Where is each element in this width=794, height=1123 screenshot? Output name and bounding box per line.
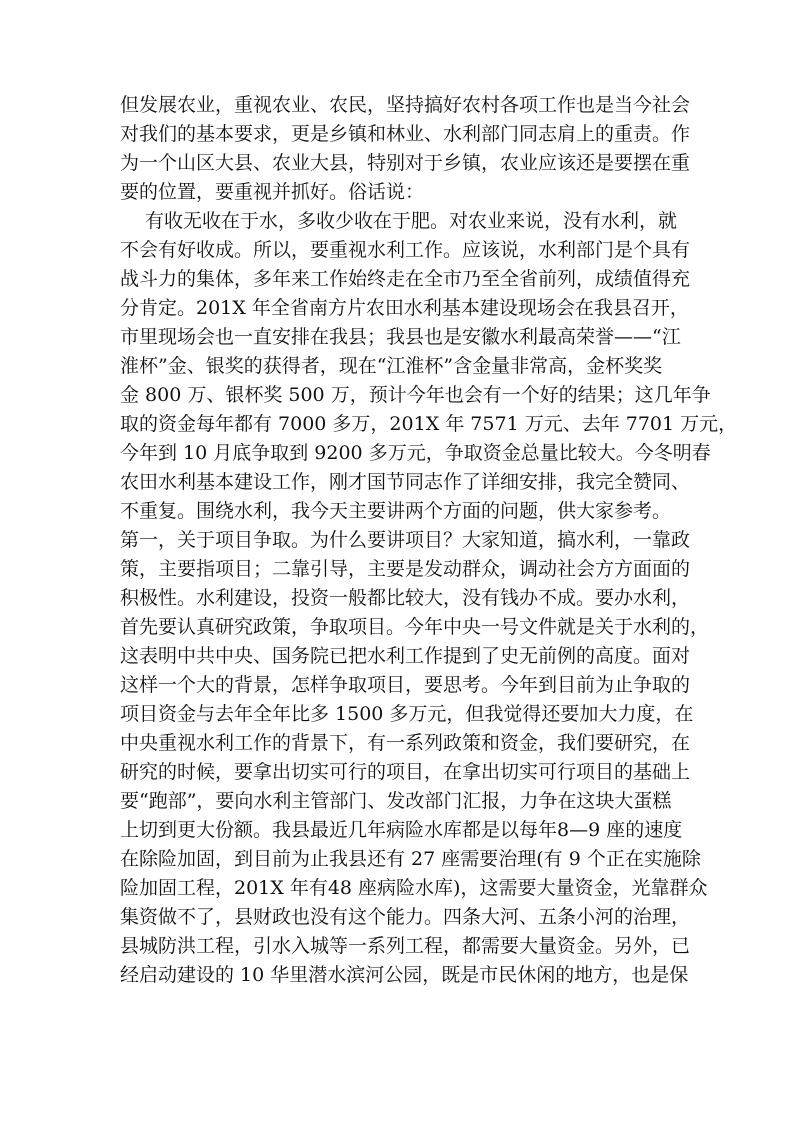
text-line-2: 对我们的基本要求，更是乡镇和林业、水利部门同志肩上的重责。作: [120, 123, 691, 145]
text-line-7: 战斗力的集体，多年来工作始终走在全市乃至全省前列，成绩值得充: [120, 268, 691, 290]
text-line-10: 淮杯”金、银奖的获得者，现在“江淮杯”含金量非常高，金杯奖奖: [120, 355, 663, 377]
text-line-30: 县城防洪工程，引水入城等一系列工程，都需要大量资金。另外，已: [120, 935, 691, 957]
text-line-28: 险加固工程，201X 年有48 座病险水库)，这需要大量资金，光靠群众: [120, 877, 708, 899]
text-line-17: 策，主要指项目；二靠引导，主要是发动群众，调动社会方方面面的: [120, 558, 691, 580]
text-line-9: 市里现场会也一直安排在我县；我县也是安徽水利最高荣誉——“江: [120, 326, 681, 348]
text-line-27: 在除险加固，到目前为止我县还有 27 座需要治理(有 9 个正在实施除: [120, 848, 701, 870]
text-line-21: 这样一个大的背景，怎样争取项目，要思考。今年到目前为止争取的: [120, 674, 691, 696]
text-line-22: 项目资金与去年全年比多 1500 多万元，但我觉得还要加大力度，在: [120, 703, 694, 725]
text-line-12: 取的资金每年都有 7000 多万，201X 年 7571 万元、去年 7701 万元，: [120, 413, 738, 435]
text-line-1: 但发展农业，重视农业、农民，坚持搞好农村各项工作也是当今社会: [120, 94, 691, 116]
text-line-11: 金 800 万、银杯奖 500 万，预计今年也会有一个好的结果；这几年争: [120, 384, 711, 406]
text-line-8: 分肯定。201X 年全省南方片农田水利基本建设现场会在我县召开，: [120, 297, 689, 319]
text-line-6: 不会有好收成。所以，要重视水利工作。应该说，水利部门是个具有: [120, 239, 691, 261]
text-line-14: 农田水利基本建设工作，刚才国节同志作了详细安排，我完全赞同、: [120, 471, 691, 493]
text-line-25: 要“跑部”，要向水利主管部门、发改部门汇报，力争在这块大蛋糕: [120, 790, 672, 812]
text-line-18: 积极性。水利建设，投资一般都比较大，没有钱办不成。要办水利，: [120, 587, 691, 609]
text-line-19: 首先要认真研究政策，争取项目。今年中央一号文件就是关于水利的，: [120, 616, 710, 638]
text-line-16: 第一，关于项目争取。为什么要讲项目？大家知道，搞水利，一靠政: [120, 529, 691, 551]
text-line-29: 集资做不了，县财政也没有这个能力。四条大河、五条小河的治理，: [120, 906, 691, 928]
text-line-31: 经启动建设的 10 华里潜水滨河公园，既是市民休闲的地方，也是保: [120, 964, 689, 986]
text-line-13: 今年到 10 月底争取到 9200 多万元，争取资金总量比较大。今冬明春: [120, 442, 711, 464]
text-line-3: 为一个山区大县、农业大县，特别对于乡镇，农业应该还是要摆在重: [120, 152, 691, 174]
text-line-4: 要的位置，要重视并抓好。俗话说：: [120, 181, 425, 203]
text-line-24: 研究的时候，要拿出切实可行的项目，在拿出切实可行项目的基础上: [120, 761, 691, 783]
text-line-20: 这表明中共中央、国务院已把水利工作提到了史无前例的高度。面对: [120, 645, 691, 667]
text-line-15: 不重复。围绕水利，我今天主要讲两个方面的问题，供大家参考。: [120, 500, 672, 522]
text-line-5: 有收无收在于水，多收少收在于肥。对农业来说，没有水利，就: [120, 210, 678, 232]
text-line-23: 中央重视水利工作的背景下，有一系列政策和资金，我们要研究，在: [120, 732, 691, 754]
text-line-26: 上切到更大份额。我县最近几年病险水库都是以每年8—9 座的速度: [120, 819, 683, 841]
